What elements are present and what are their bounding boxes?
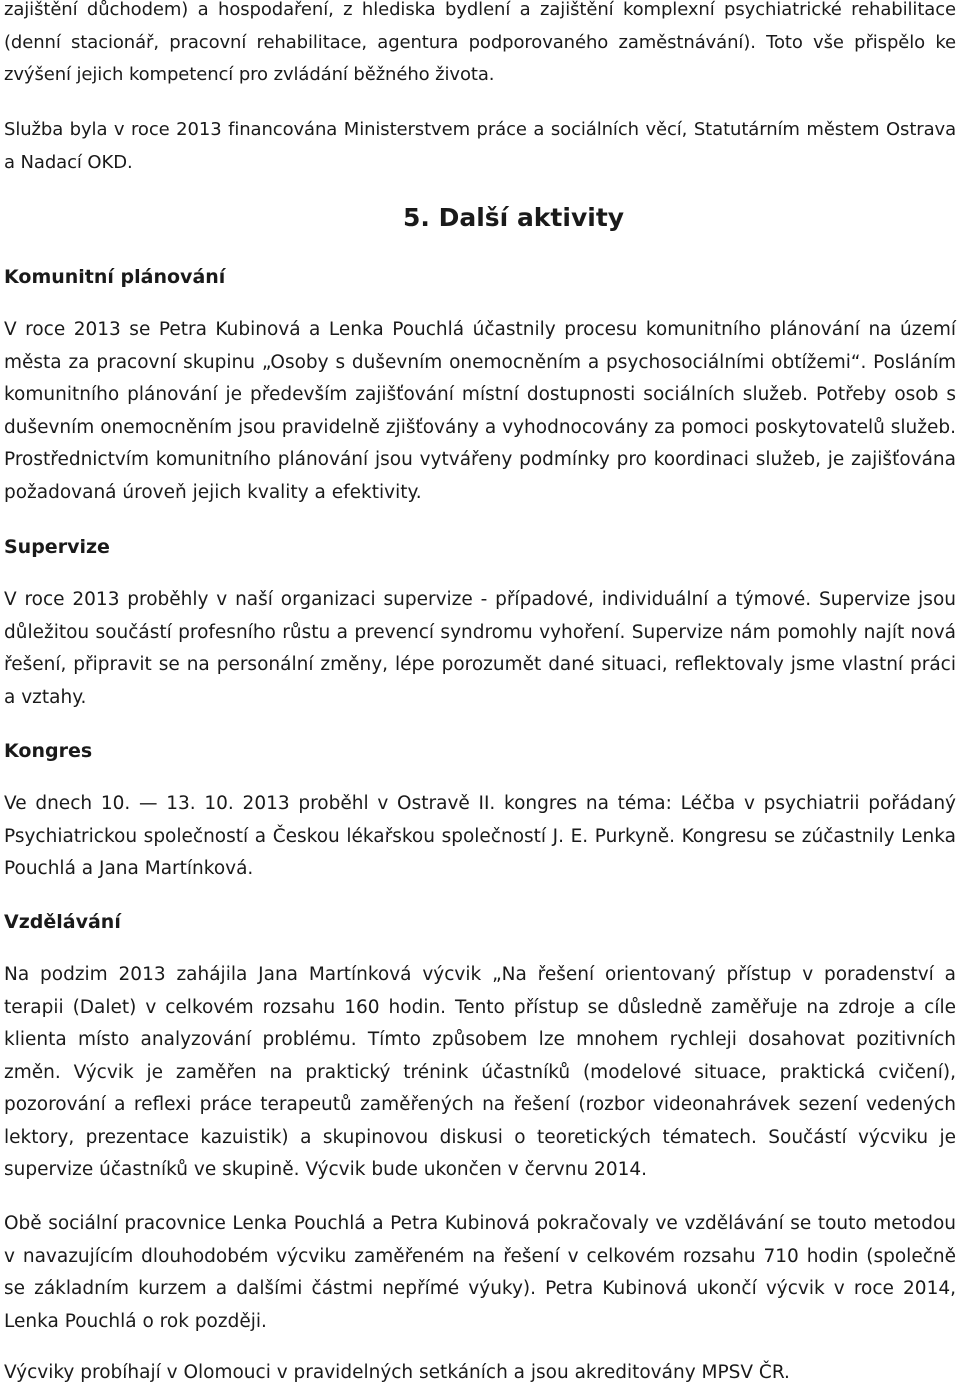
education-paragraph-2: Obě sociální pracovnice Lenka Pouchlá a Petra Kubinová pokračovaly ve vzdělávání se touto metodou v navazujícím dlouhodobém výcviku zaměřeném na řešení v celkovém rozsahu 710 hodin (společně se základním kurzem a dalšími částmi nepřímé výuky). Petra Kubinová ukončí výcvik v roce 2014, Lenka Pouchlá o rok později. (4, 1213, 956, 1332)
intro-paragraph: zajištění důchodem) a hospodaření, z hlediska bydlení a zajištění komplexní psychiatrické rehabilitace (denní stacionář, pracovní rehabilitace, agentura podporovaného zaměstnávání). Toto vše přispělo ke zvýšení jejich kompetencí pro zvládání běžného života. (4, 0, 956, 85)
congress-paragraph: Ve dnech 10. — 13. 10. 2013 proběhl v Ostravě II. kongres na téma: Léčba v psychiatrii pořádaný Psychiatrickou společností a Českou lékařskou společností J. E. Purkyně. Kongresu se zúčastnily Lenka Pouchlá a Jana Martínková. (4, 793, 956, 879)
supervision-heading: Supervize (4, 536, 110, 558)
funding-paragraph: Služba byla v roce 2013 financována Ministerstvem práce a sociálních věcí, Statutárním městem Ostrava a Nadací OKD. (4, 119, 956, 173)
supervision-paragraph: V roce 2013 proběhly v naší organizaci supervize - případové, individuální a týmové. Supervize jsou důležitou součástí profesního růstu a prevencí syndromu vyhoření. Supervize nám pomohly najít nová řešení, připravit se na personální změny, lépe porozumět dané situaci, reflektovaly jsme vlastní práci a vztahy. (4, 589, 956, 708)
community-paragraph: V roce 2013 se Petra Kubinová a Lenka Pouchlá účastnily procesu komunitního plánování na území města za pracovní skupinu „Osoby s duševním onemocněním a psychosociálními obtížemi“. Posláním komunitního plánování je především zajišťování místní dostupnosti sociálních služeb. Potřeby osob s duševním onemocněním jsou pravidelně zjišťovány a vyhodnocovány za pomoci poskytovatelů služeb. Prostřednictvím komunitního plánování jsou vytvářeny podmínky pro koordinaci služeb, je zajišťována požadovaná úroveň jejich kvality a efektivity. (4, 319, 956, 503)
education-paragraph-1: Na podzim 2013 zahájila Jana Martínková výcvik „Na řešení orientovaný přístup v poradenství a terapii (Dalet) v celkovém rozsahu 160 hodin. Tento přístup se důsledně zaměřuje na zdroje a cíle klienta místo analyzování problému. Tímto způsobem lze mnohem rychleji dosahovat pozitivních změn. Výcvik je zaměřen na praktický trénink účastníků (modelové situace, praktická cvičení), pozorování a reflexi práce terapeutů zaměřených na řešení (rozbor videonahrávek sezení vedených lektory, prezentace kazuistik) a skupinovou diskusi o teoretických tématech. Součástí výcviku je supervize účastníků ve skupině. Výcvik bude ukončen v červnu 2014. (4, 964, 956, 1180)
community-heading: Komunitní plánování (4, 266, 226, 288)
section-title: 5. Další aktivity (403, 203, 625, 232)
education-heading: Vzdělávání (4, 911, 121, 933)
congress-heading: Kongres (4, 740, 93, 762)
education-paragraph-3: Výcviky probíhají v Olomouci v pravidelných setkáních a jsou akreditovány MPSV ČR. (4, 1362, 790, 1383)
